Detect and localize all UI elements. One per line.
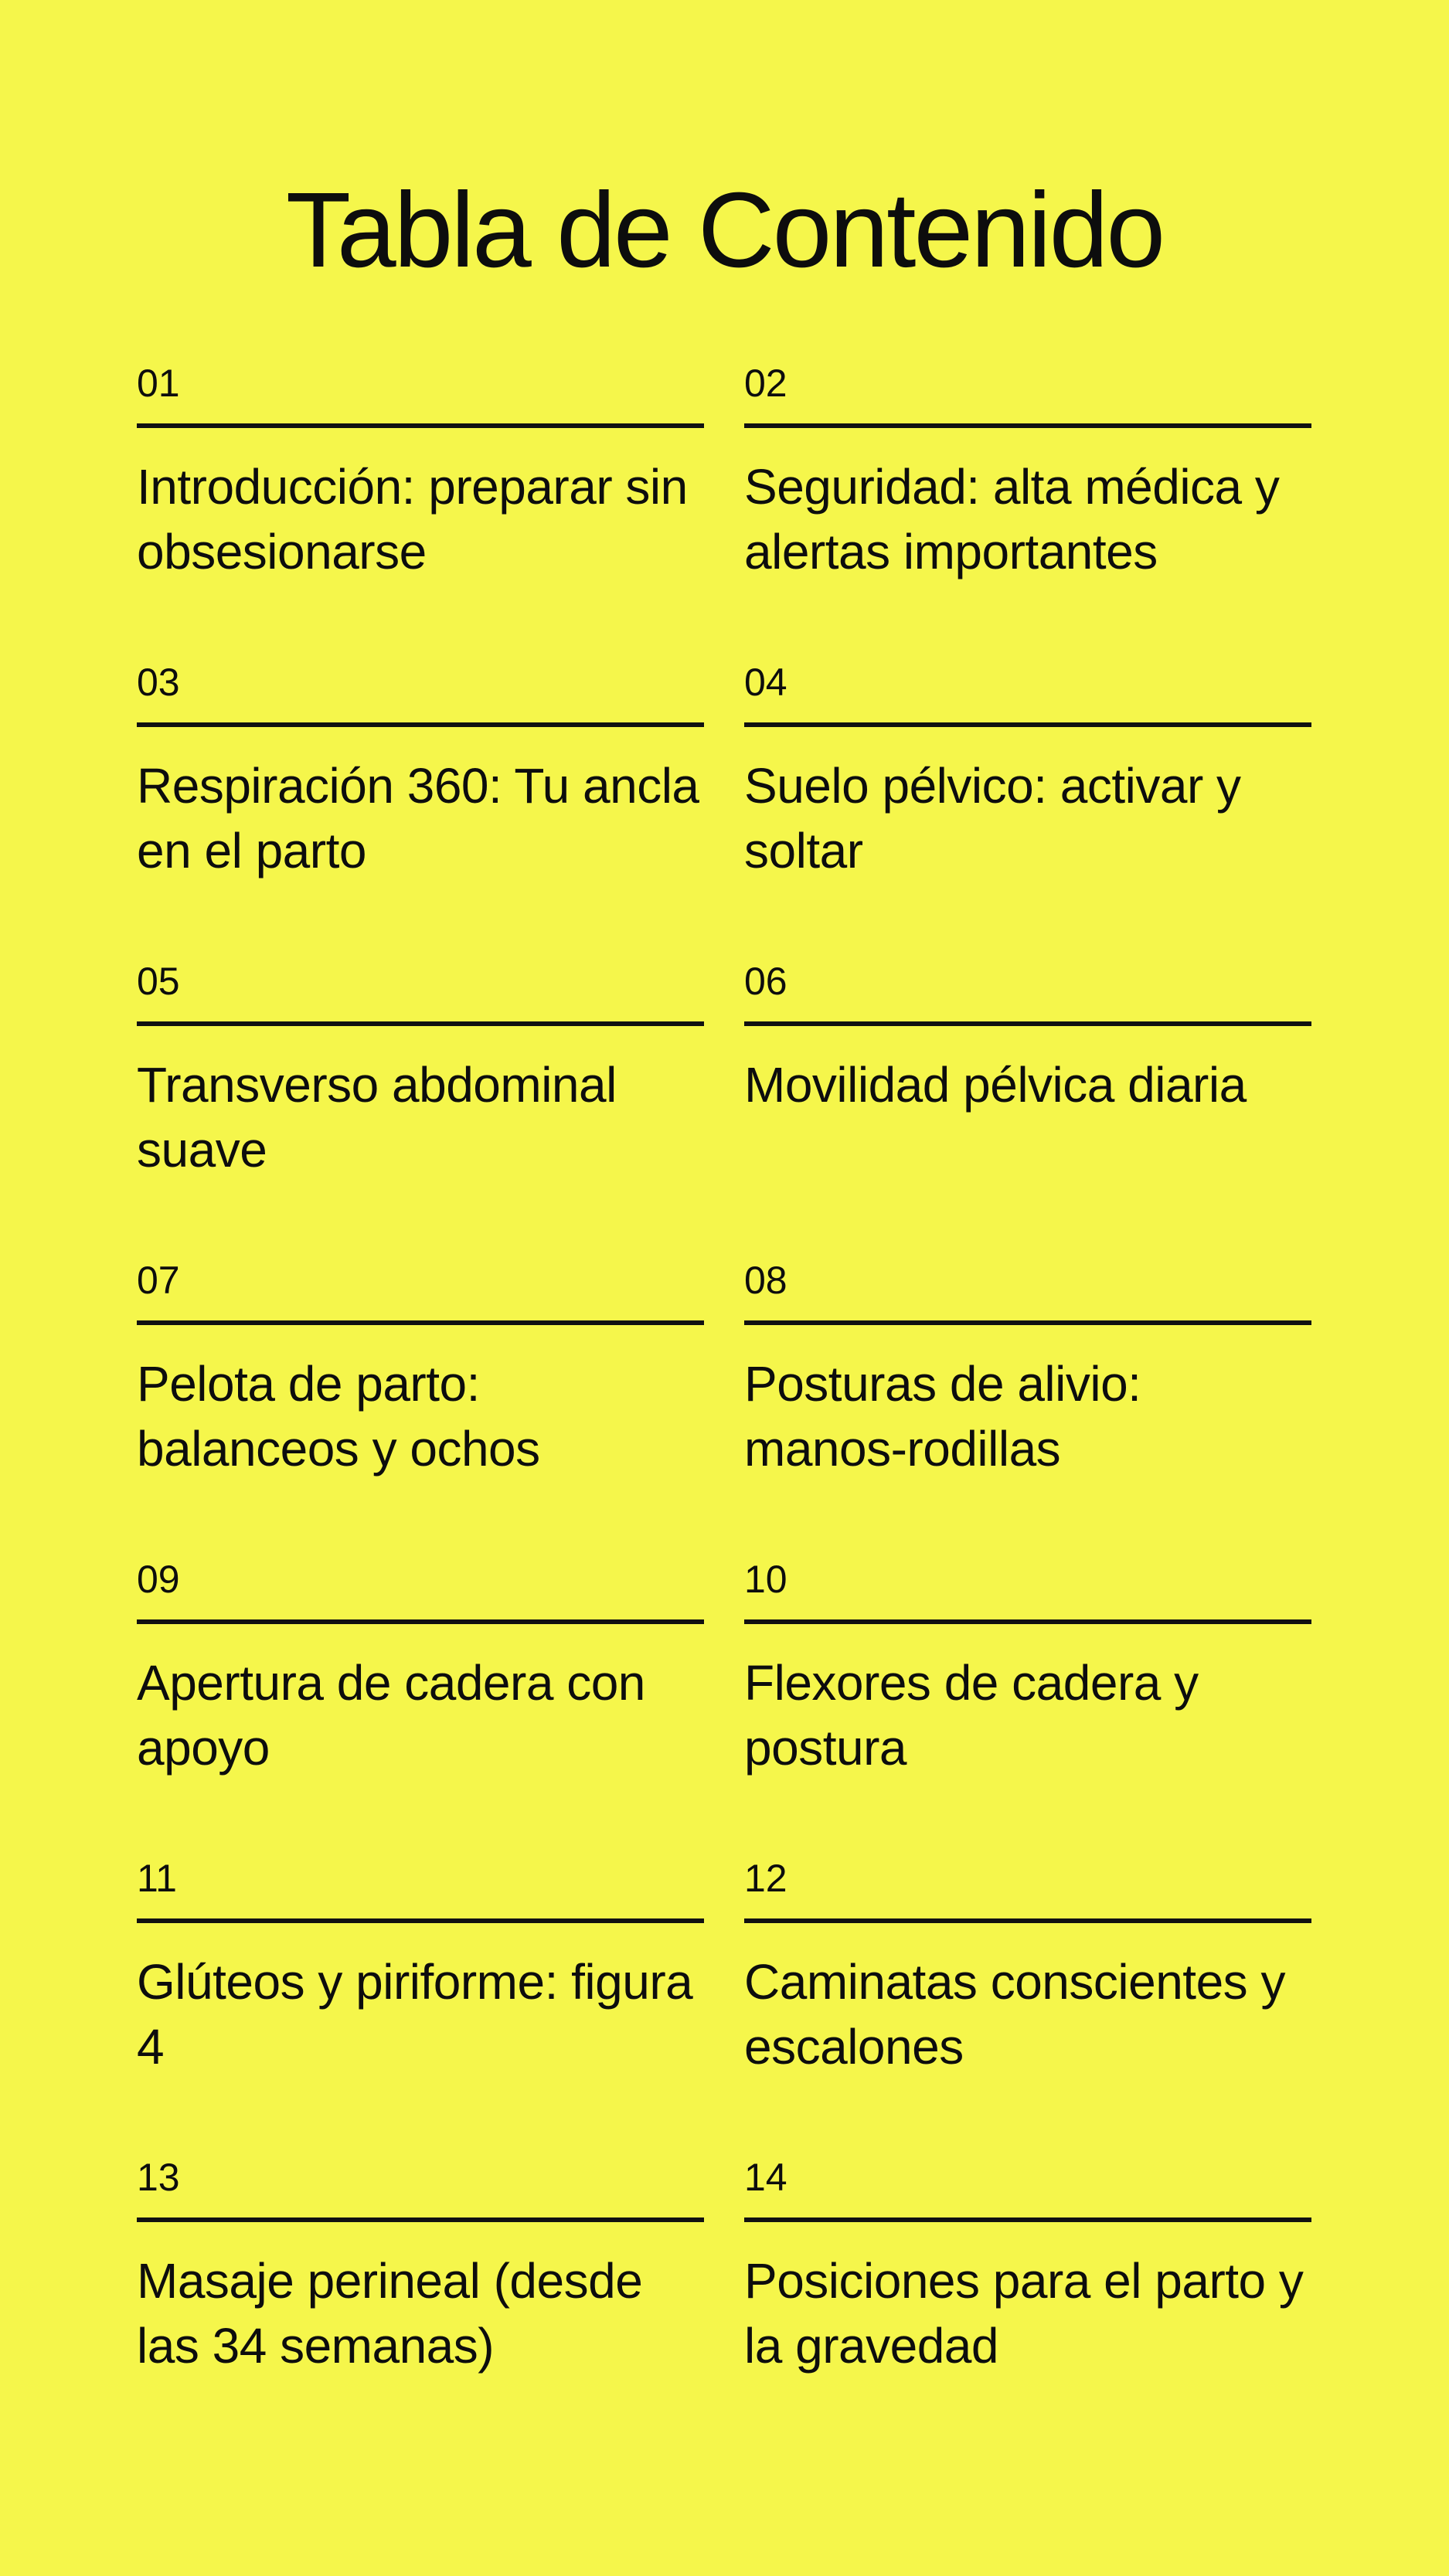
entry-number: 14 (744, 2156, 787, 2199)
entry-divider (744, 1918, 1311, 1923)
entry-title: Apertura de cadera con apoyo (137, 1655, 645, 1776)
entry-number: 04 (744, 661, 787, 704)
entry-divider (137, 2217, 704, 2222)
entry-divider (744, 722, 1311, 727)
entry-number: 01 (137, 362, 180, 405)
toc-entry-09[interactable] (137, 1550, 704, 1849)
entry-number: 03 (137, 661, 180, 704)
entry-number: 09 (137, 1558, 180, 1601)
entry-divider (744, 1619, 1311, 1624)
entry-divider (137, 1320, 704, 1325)
toc-entry-12[interactable] (744, 1849, 1311, 2148)
entry-divider (137, 1021, 704, 1026)
entry-divider (744, 2217, 1311, 2222)
entry-number: 11 (137, 1857, 177, 1900)
entry-number: 13 (137, 2156, 180, 2199)
entry-number: 08 (744, 1259, 787, 1302)
entry-title: Posiciones para el parto y la gravedad (744, 2253, 1304, 2374)
entry-title: Masaje perineal (desde las 34 semanas) (137, 2253, 643, 2374)
entry-divider (137, 722, 704, 727)
entry-title: Seguridad: alta médica y alertas importantes (744, 459, 1280, 579)
entry-title: Flexores de cadera y postura (744, 1655, 1199, 1776)
entry-divider (744, 1021, 1311, 1026)
entry-title: Respiración 360: Tu ancla en el parto (137, 758, 699, 878)
toc-entry-13[interactable] (137, 2148, 704, 2447)
entry-title: Glúteos y piriforme: figura 4 (137, 1954, 693, 2075)
entry-divider (744, 423, 1311, 428)
toc-entry-03[interactable] (137, 653, 704, 952)
entry-number: 10 (744, 1558, 787, 1601)
toc-entry-02[interactable] (744, 354, 1311, 653)
entry-divider (137, 423, 704, 428)
toc-entry-10[interactable] (744, 1550, 1311, 1849)
entry-number: 02 (744, 362, 787, 405)
toc-entry-01[interactable] (137, 354, 704, 653)
toc-entry-05[interactable] (137, 952, 704, 1251)
toc-entry-08[interactable] (744, 1251, 1311, 1550)
entry-divider (137, 1619, 704, 1624)
entry-title: Posturas de alivio: manos-rodillas (744, 1356, 1141, 1477)
toc-entry-07[interactable] (137, 1251, 704, 1550)
toc-entry-06[interactable] (744, 952, 1311, 1251)
entry-title: Suelo pélvico: activar y soltar (744, 758, 1241, 878)
entry-title: Caminatas conscientes y escalones (744, 1954, 1285, 2075)
entry-divider (744, 1320, 1311, 1325)
entry-divider (137, 1918, 704, 1923)
entry-number: 12 (744, 1857, 787, 1900)
toc-entry-14[interactable] (744, 2148, 1311, 2447)
entry-number: 05 (137, 960, 180, 1003)
toc-entry-04[interactable] (744, 653, 1311, 952)
entry-number: 07 (137, 1259, 180, 1302)
entry-number: 06 (744, 960, 787, 1003)
contents-grid (137, 354, 1311, 2447)
entry-title: Movilidad pélvica diaria (744, 1057, 1247, 1113)
entry-title: Pelota de parto: balanceos y ochos (137, 1356, 540, 1477)
entry-title: Transverso abdominal suave (137, 1057, 617, 1178)
toc-entry-11[interactable] (137, 1849, 704, 2148)
page-title: Tabla de Contenido (285, 171, 1164, 290)
entry-title: Introducción: preparar sin obsesionarse (137, 459, 688, 579)
